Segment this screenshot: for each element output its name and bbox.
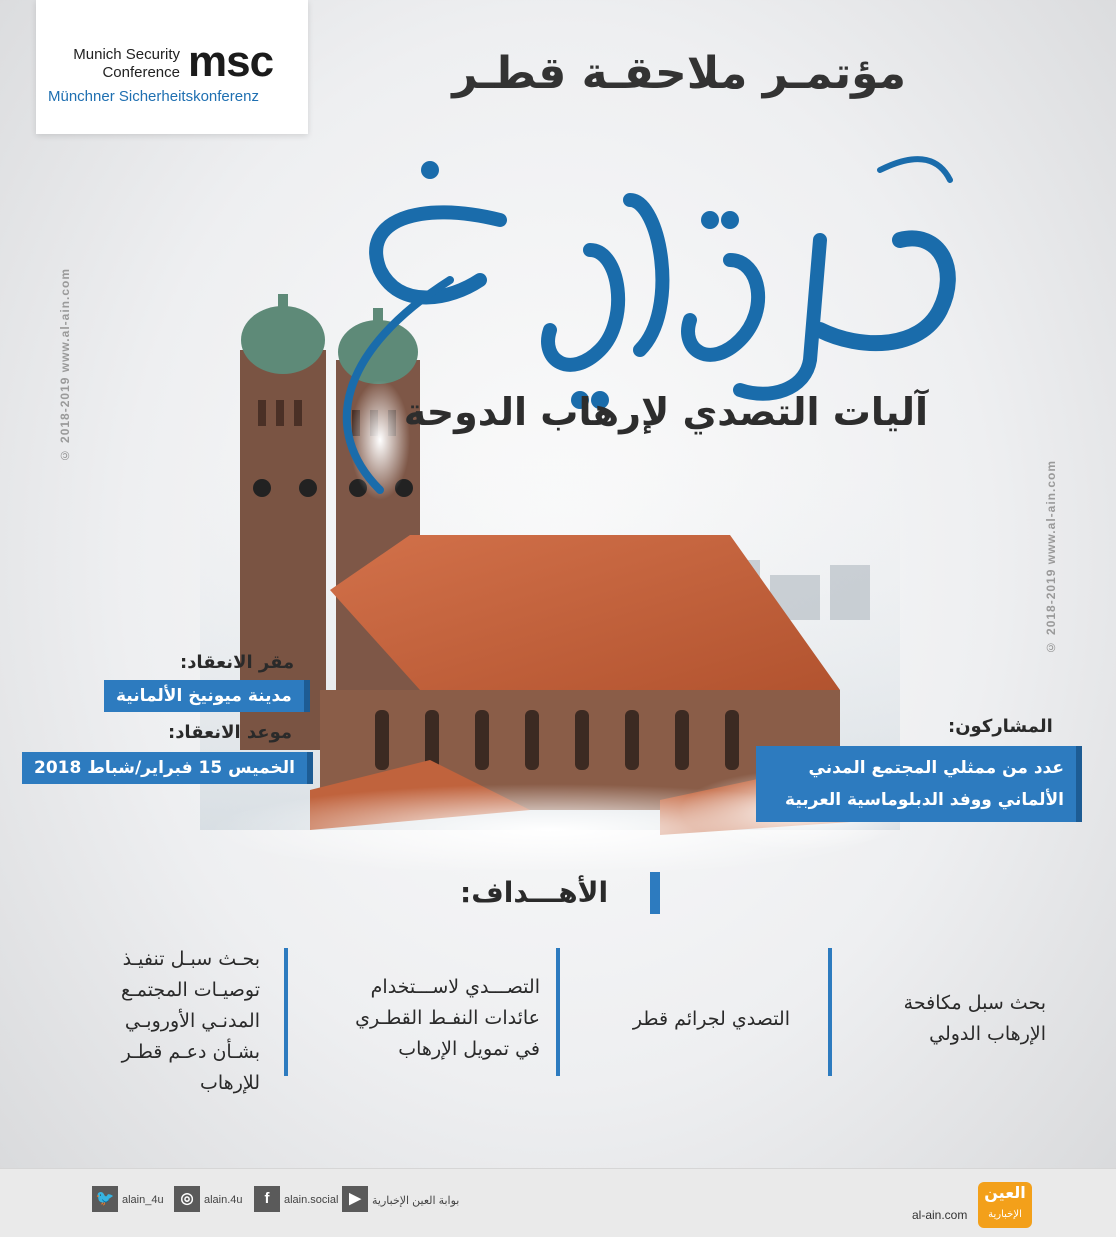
goal-1-line-2: الإرهاب الدولي <box>929 1023 1046 1045</box>
goal-item-1 <box>846 988 1046 1050</box>
twitter-icon[interactable]: 🐦 <box>92 1186 118 1212</box>
page-title: مؤتمـر ملاحقـة قطـر <box>452 48 906 99</box>
participants-line-1: عدد من ممثلي المجتمع المدني <box>808 758 1064 778</box>
watermark-site-right: www.al-ain.com <box>1044 460 1058 565</box>
goal-3-line-1: التصـــدي لاســـتخدام <box>370 976 540 998</box>
venue-value: مدينة ميونيخ الألمانية <box>104 680 310 712</box>
logo-mark <box>188 37 274 86</box>
watermark-years-right: 2018-2019 <box>1044 568 1058 635</box>
goal-4-line-5: للإرهاب <box>200 1072 260 1094</box>
msc-logo <box>36 0 308 134</box>
watermark-right <box>1044 460 1058 654</box>
facebook-icon[interactable]: f <box>254 1186 280 1212</box>
date-label: موعد الانعقاد: <box>168 722 293 743</box>
venue-label: مقر الانعقاد: <box>180 652 295 673</box>
goal-4-line-2: توصيـات المجتمـع <box>121 979 260 1001</box>
watermark-years: 2018-2019 <box>58 376 72 443</box>
goals-heading: الأهـــداف: <box>460 876 609 909</box>
youtube-icon[interactable]: ▶ <box>342 1186 368 1212</box>
twitter-handle[interactable]: alain_4u <box>122 1194 164 1206</box>
participants-label: المشاركون: <box>948 716 1053 737</box>
site-url[interactable]: al-ain.com <box>912 1208 968 1222</box>
page-subtitle: آليات التصدي لإرهاب الدوحة <box>403 390 928 434</box>
goal-separator <box>828 948 832 1076</box>
logo-line-1: Munich Security <box>73 46 180 63</box>
footer <box>0 1168 1116 1237</box>
goal-4-line-3: المدنـي الأوروبـي <box>124 1010 260 1032</box>
goal-separator <box>284 948 288 1076</box>
brand-name: العين <box>984 1183 1026 1202</box>
watermark-left <box>58 268 72 462</box>
watermark-copyright-right: © <box>1044 639 1058 655</box>
watermark-copyright: © <box>58 447 72 463</box>
goal-3-line-3: في تمويل الإرهاب <box>398 1038 540 1060</box>
brand-subtitle: الإخبارية <box>988 1209 1022 1220</box>
watermark-site: www.al-ain.com <box>58 268 72 373</box>
goal-separator <box>556 948 560 1076</box>
al-ain-logo <box>978 1182 1032 1228</box>
goal-item-3 <box>300 972 540 1065</box>
logo-line-2: Conference <box>102 64 180 81</box>
instagram-handle[interactable]: alain.4u <box>204 1194 243 1206</box>
facebook-handle[interactable]: alain.social <box>284 1194 339 1206</box>
goal-2-line-1: التصدي لجرائم قطر <box>632 1008 790 1030</box>
instagram-icon[interactable]: ◎ <box>174 1186 200 1212</box>
goal-item-4 <box>40 944 260 1099</box>
goal-4-line-4: بشـأن دعـم قطـر <box>121 1041 260 1063</box>
goal-4-line-1: بحـث سبـل تنفيـذ <box>122 948 260 970</box>
goal-item-2 <box>578 1004 790 1035</box>
youtube-channel[interactable]: بوابة العين الإخبارية <box>372 1195 460 1207</box>
logo-line-3: Münchner Sicherheitskonferenz <box>48 88 259 105</box>
logo-mark-text: msc <box>188 37 274 86</box>
goals-accent-bar <box>650 872 660 914</box>
participants-line-2: الألماني ووفد الدبلوماسية العربية <box>785 790 1064 810</box>
date-value: الخميس 15 فبراير/شباط 2018 <box>22 752 313 784</box>
goal-1-line-1: بحث سبل مكافحة <box>903 992 1046 1014</box>
participants-value <box>756 746 1082 822</box>
calligraphy-munich <box>300 110 960 500</box>
goal-3-line-2: عائدات النفـط القطـري <box>355 1007 540 1029</box>
